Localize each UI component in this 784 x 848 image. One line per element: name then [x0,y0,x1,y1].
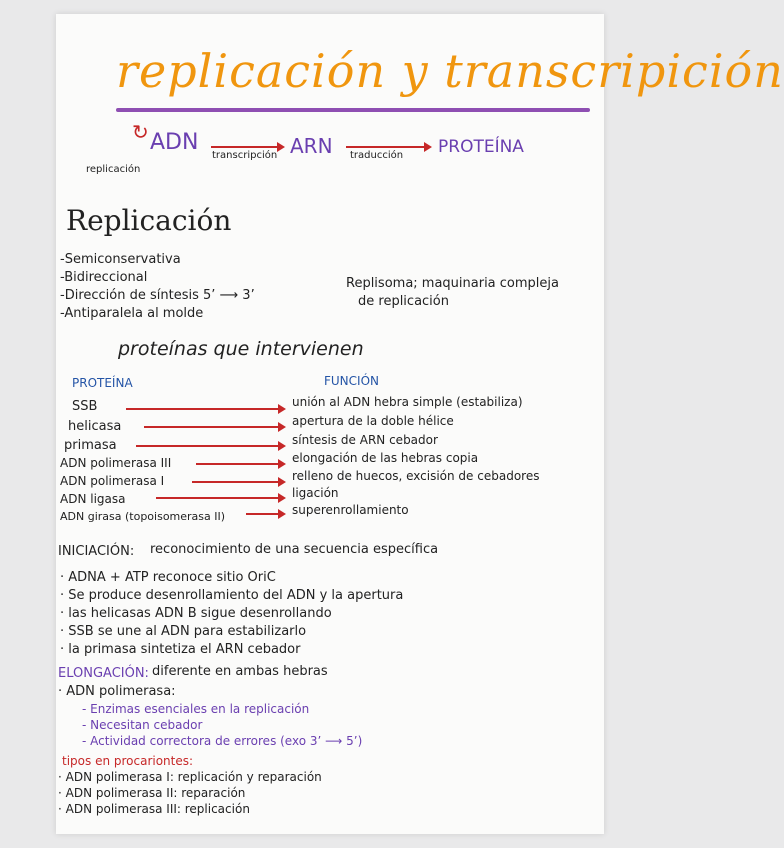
iniciacion-bullet: · las helicasas ADN B sigue desenrollando [60,606,332,621]
protein-function-arrow [144,426,284,428]
transcripcion-label: transcripción [212,150,278,161]
title-underline [116,108,590,112]
column-header-funcion: FUNCIÓN [324,374,380,388]
tipos-item: · ADN polimerasa II: reparación [58,786,246,800]
traduccion-label: traducción [350,150,404,161]
protein-name: SSB [72,399,98,414]
replicacion-heading: Replicación [66,204,232,237]
tipos-item: · ADN polimerasa I: replicación y reparación [58,770,322,784]
protein-function: superenrollamiento [292,503,409,517]
iniciacion-bullet: · ADNA + ATP reconoce sitio OriC [60,570,276,585]
protein-function: relleno de huecos, excisión de cebadores [292,469,540,483]
adn-label: ADN [150,130,199,155]
protein-function: síntesis de ARN cebador [292,433,438,447]
protein-name: ADN polimerasa III [60,456,172,470]
elongacion-label: ELONGACIÓN: [58,666,149,681]
replicacion-bullet: -Semiconservativa [60,252,181,267]
arn-label: ARN [290,134,333,158]
replicacion-bullet: -Dirección de síntesis 5’ ⟶ 3’ [60,288,255,303]
protein-name: helicasa [68,419,122,434]
iniciacion-label: INICIACIÓN: [58,544,135,559]
proteinas-heading: proteínas que intervienen [118,338,364,360]
replicacion-bullet: -Antiparalela al molde [60,306,204,321]
protein-name: ADN girasa (topoisomerasa II) [60,510,226,523]
iniciacion-bullet: · Se produce desenrollamiento del ADN y la apertura [60,588,404,603]
polimerasa-sub: - Necesitan cebador [82,718,203,732]
tipos-item: · ADN polimerasa III: replicación [58,802,250,816]
protein-name: ADN ligasa [60,492,126,506]
arrow-adn-arn [211,146,283,148]
protein-name: ADN polimerasa I [60,474,165,488]
arrow-arn-proteina [346,146,430,148]
polimerasa-bullet: · ADN polimerasa: [58,684,176,699]
iniciacion-bullet: · la primasa sintetiza el ARN cebador [60,642,301,657]
polimerasa-sub: - Actividad correctora de errores (exo 3’ ⟶ 5’) [82,734,363,748]
tipos-heading: tipos en procariontes: [62,754,194,768]
protein-function-arrow [126,408,284,410]
protein-function-arrow [192,481,284,483]
protein-function: ligación [292,486,339,500]
replicacion-label: replicación [86,164,141,175]
iniciacion-text: reconocimiento de una secuencia específica [150,542,439,557]
protein-function-arrow [196,463,284,465]
protein-function: apertura de la doble hélice [292,414,454,428]
polimerasa-sub: - Enzimas esenciales en la replicación [82,702,310,716]
replicacion-bullet: -Bidireccional [60,270,148,285]
elongacion-text: diferente en ambas hebras [152,664,328,679]
replisoma-note: Replisoma; maquinaria compleja [346,276,559,291]
page-title: replicación y transcripición [116,44,784,98]
iniciacion-bullet: · SSB se une al ADN para estabilizarlo [60,624,307,639]
notebook-page [56,14,784,834]
replication-loop-arrow: ↻ [132,120,149,144]
protein-function-arrow [246,513,284,515]
protein-function: elongación de las hebras copia [292,451,479,465]
proteina-label: PROTEÍNA [438,137,524,157]
protein-function-arrow [156,497,284,499]
protein-function-arrow [136,445,284,447]
column-header-proteina: PROTEÍNA [72,376,133,390]
protein-name: primasa [64,438,117,453]
replisoma-note: de replicación [358,294,449,309]
protein-function: unión al ADN hebra simple (estabiliza) [292,395,523,409]
